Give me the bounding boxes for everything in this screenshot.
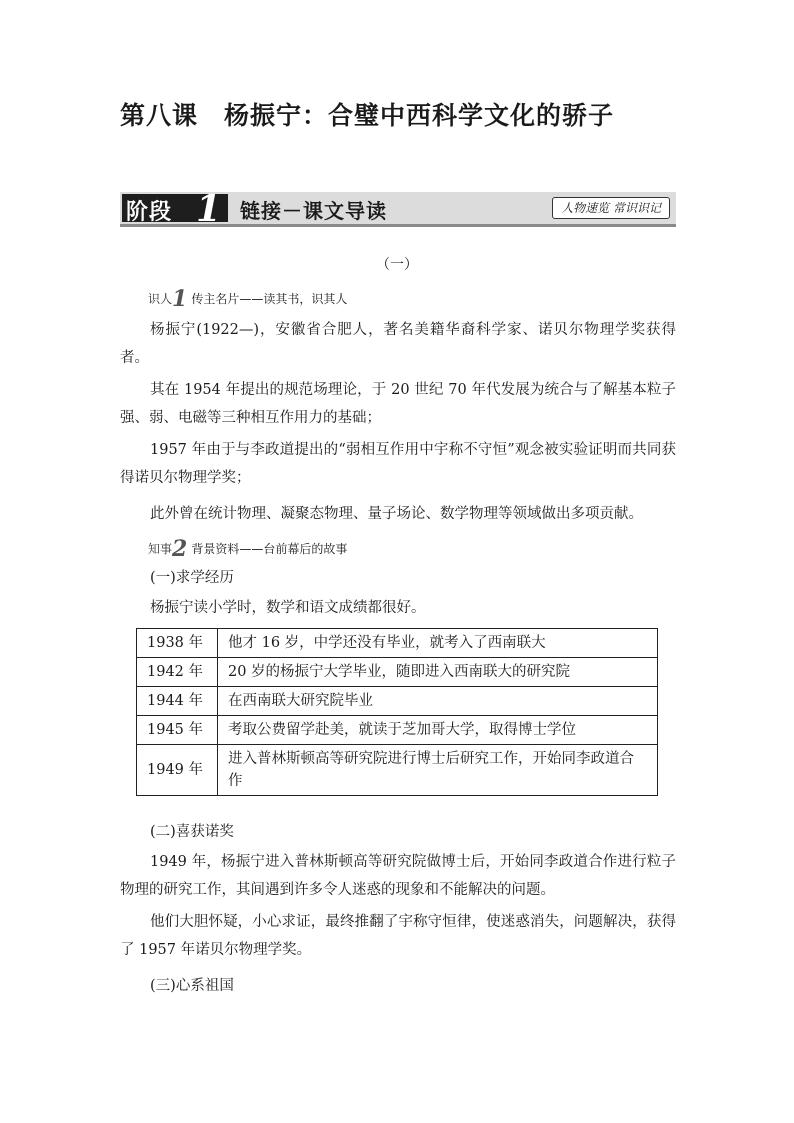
stage-heading: 链接－课文导读 [240, 199, 387, 223]
timeline-event: 他才 16 岁，中学还没有毕业，就考入了西南联大 [218, 629, 658, 658]
table-row [137, 745, 658, 796]
timeline-event: 20 岁的杨振宁大学毕业，随即进入西南联大的研究院 [218, 658, 658, 687]
timeline-event: 考取公费留学赴美，就读于芝加哥大学，取得博士学位 [218, 716, 658, 745]
timeline-year: 1945 年 [137, 716, 218, 745]
subheading-study: (一)求学经历 [150, 570, 234, 586]
table-row [137, 658, 658, 687]
timeline-event: 在西南联大研究院毕业 [218, 687, 658, 716]
timeline-year: 1942 年 [137, 658, 218, 687]
intro-paragraph: 1957 年由于与李政道提出的“弱相互作用中宇称不守恒”观念被实验证明而共同获得诺贝尔物理学奖； [120, 442, 676, 486]
subheading-homeland: (三)心系祖国 [150, 978, 234, 994]
lesson-subject: 杨振宁：合璧中西科学文化的骄子 [224, 101, 615, 130]
badge-label: 识人 [148, 292, 173, 306]
timeline-year: 1938 年 [137, 629, 218, 658]
table-row [137, 687, 658, 716]
section-mark: （一） [376, 257, 418, 273]
intro-paragraph: 此外曾在统计物理、凝聚态物理、量子场论、数学物理等领域做出多项贡献。 [150, 506, 643, 522]
stage-number: 1 [196, 188, 222, 230]
intro-paragraph: 杨振宁(1922—)，安徽省合肥人，著名美籍华裔科学家、诺贝尔物理学奖获得者。 [120, 322, 676, 366]
badge-title: 背景资料——台前幕后的故事 [191, 542, 348, 556]
subheading-nobel: (二)喜获诺奖 [150, 824, 234, 840]
stage-banner [120, 188, 676, 230]
intro-paragraph: 其在 1954 年提出的规范场理论，于 20 世纪 70 年代发展为统合与了解基本粒子强、弱、电磁等三种相互作用力的基础； [120, 382, 676, 426]
timeline-table [136, 628, 658, 796]
badge-know-story [148, 536, 347, 562]
page-title [120, 96, 720, 132]
lesson-number: 第八课 [120, 101, 199, 130]
table-row [137, 629, 658, 658]
nobel-paragraph: 他们大胆怀疑，小心求证，最终推翻了宇称守恒律，使迷惑消失，问题解决，获得了 1957 年诺贝尔物理学奖。 [120, 914, 676, 958]
badge-number: 1 [172, 286, 188, 312]
stage-tag: 人物速览 常识识记 [552, 197, 670, 219]
timeline-year: 1944 年 [137, 687, 218, 716]
badge-number: 2 [172, 536, 188, 562]
table-row [137, 716, 658, 745]
badge-title: 传主名片——读其书，识其人 [191, 292, 348, 306]
nobel-paragraph: 1949 年，杨振宁进入普林斯顿高等研究院做博士后，开始同李政道合作进行粒子物理的研究工作，其间遇到许多令人迷惑的现象和不能解决的问题。 [120, 854, 676, 898]
stage-block [122, 188, 228, 230]
study-intro-text: 杨振宁读小学时，数学和语文成绩都很好。 [150, 600, 426, 616]
badge-know-person [148, 286, 347, 312]
stage-label: 阶段 [126, 200, 173, 225]
timeline-event: 进入普林斯顿高等研究院进行博士后研究工作，开始同李政道合作 [218, 745, 658, 796]
timeline-year: 1949 年 [137, 745, 218, 796]
badge-label: 知事 [148, 542, 173, 556]
